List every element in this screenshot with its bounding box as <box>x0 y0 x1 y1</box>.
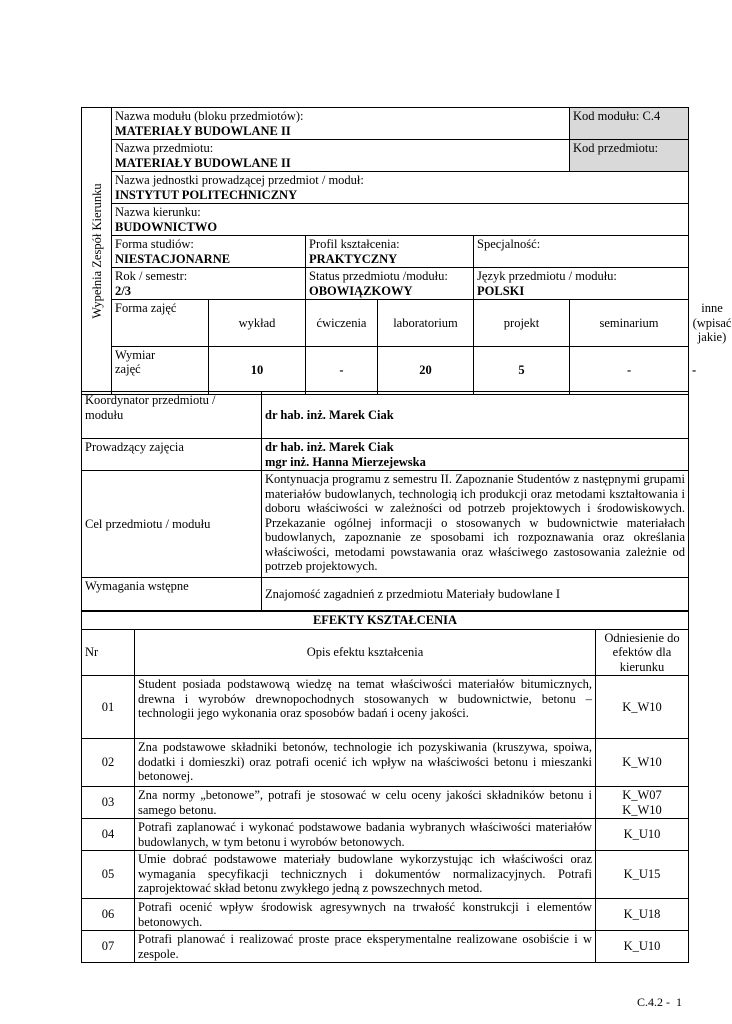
effect-ref: K_U18 <box>596 899 689 931</box>
coordinator-name: dr hab. inż. Marek Ciak <box>262 392 689 439</box>
subject-code-label: Kod przedmiotu: <box>573 141 659 155</box>
table-row <box>82 739 689 787</box>
effect-ref: K_W10 <box>596 676 689 739</box>
hours-seminar: - <box>570 346 689 394</box>
effect-desc: Zna normy „betonowe”, potrafi je stosować w celu oceny jakości składników betonu i samego betonu. <box>135 787 596 819</box>
language-label: Język przedmiotu / modułu: <box>477 269 617 283</box>
effect-desc: Zna podstawowe składniki betonów, technologie ich pozyskiwania (kruszywa, spoiwa, dodatki i domieszki) oraz potrafi ocenić ich wpływ na właściwości betonu i mieszanki betonowej. <box>135 739 596 787</box>
effect-ref-cell <box>596 787 689 819</box>
table-row <box>82 899 689 931</box>
page-number: C.4.2 - 1 <box>637 995 682 1009</box>
effect-nr: 07 <box>82 931 135 963</box>
unit-cell <box>112 172 689 204</box>
goal-text: Kontynuacja programu z semestru II. Zapoznanie Studentów z następnymi grupami materiałów budowlanych, technologią ich produkcji oraz metodami kształtowania i doboru właściwości w zależności od potrzeb projektowych i środowiskowych. Przekazanie ogólnej informacji o stosowanych w budownictwie materiałach budowlanych, zapoznanie ze sposobami ich rozpoznawania oraz określania właściwości, metodami powstawania oraz właściwego zastosowania zależnie od potrzeb projektowych. <box>262 471 689 578</box>
effect-nr: 06 <box>82 899 135 931</box>
unit-name: INSTYTUT POLITECHNICZNY <box>115 187 298 202</box>
teachers-cell <box>262 439 689 471</box>
study-form-label: Forma studiów: <box>115 237 194 251</box>
classes-label: Forma zajęć <box>115 301 177 315</box>
class-type-other-text: inne (wpisać jakie) <box>692 301 732 344</box>
effect-ref: K_U10 <box>596 819 689 851</box>
hours-project: 5 <box>474 346 570 394</box>
side-label: Wypełnia Zespół Kierunku <box>89 183 104 319</box>
status-cell <box>306 268 474 300</box>
language-cell <box>474 268 689 300</box>
field-cell <box>112 204 689 236</box>
field-name: BUDOWNICTWO <box>115 219 218 234</box>
hours-lecture: 10 <box>209 346 306 394</box>
specialty-label: Specjalność: <box>477 237 541 251</box>
effect-ref: K_U10 <box>596 931 689 963</box>
hours-label: Wymiar zajęć <box>115 347 156 376</box>
module-name-label: Nazwa modułu (bloku przedmiotów): <box>115 109 304 123</box>
class-type-exercises: ćwiczenia <box>306 300 378 347</box>
effect-ref: K_W10 <box>596 739 689 787</box>
effect-desc: Umie dobrać podstawowe materiały budowlane wykorzystując ich właściwości oraz wymagania specyfikacji technicznych i dokumentów normalizacyjnych. Potrafi zaprojektować skład betonu zwykłego jedną z powszechnych metod. <box>135 851 596 899</box>
hours-label-cell <box>112 346 209 394</box>
coordinator-label: Koordynator przedmiotu / modułu <box>85 393 216 422</box>
language: POLSKI <box>477 283 525 298</box>
teacher-2: mgr inż. Hanna Mierzejewska <box>265 454 426 469</box>
goal-label: Cel przedmiotu / modułu <box>82 471 262 578</box>
class-type-laboratory: laboratorium <box>378 300 474 347</box>
course-details-table <box>81 391 689 611</box>
subject-name-label: Nazwa przedmiotu: <box>115 141 214 155</box>
module-name: MATERIAŁY BUDOWLANE II <box>115 123 291 138</box>
module-info-table: Wypełnia Zespół Kierunku Nazwa modułu (bloku przedmiotów): MATERIAŁY BUDOWLANE II Kod modułu: C.4 Nazwa przedmiotu: MATERIAŁY BUDOWLANE II Kod przedmiotu: Nazwa jednostki prowadzącej przedmiot / moduł: INSTYTUT POLITECHNICZNY Nazwa kierunku: BUDOWNICTWO Forma studiów: NIESTACJONARNE Profil kształcenia: PRAKTYCZNY Specjalność: Rok / semestr: 2/3 Status przedmiotu /modułu: OBOWIĄZKOWY Język przedmiotu / modułu: POLSKI Forma zajęć wykład ćwiczenia laboratorium projekt seminarium inne (wpisać jakie) Wymiar zajęć 10 - 20 5 - - <box>81 107 689 395</box>
side-label-cell <box>82 108 112 395</box>
subject-name-cell <box>112 140 570 172</box>
subject-code-cell <box>570 140 689 172</box>
effect-desc: Potrafi ocenić wpływ środowisk agresywnych na trwałość konstrukcji i elementów betonowych. <box>135 899 596 931</box>
specialty-cell <box>474 236 689 268</box>
col-desc-header: Opis efektu kształcenia <box>135 629 596 676</box>
hours-exercises: - <box>306 346 378 394</box>
effect-nr: 04 <box>82 819 135 851</box>
col-nr-header: Nr <box>82 629 135 676</box>
module-code-label: Kod modułu: C.4 <box>573 109 661 123</box>
unit-label: Nazwa jednostki prowadzącej przedmiot / moduł: <box>115 173 364 187</box>
effect-ref: K_W07 <box>622 788 662 802</box>
col-ref-header: Odniesienie do efektów dla kierunku <box>596 629 689 676</box>
table-row <box>82 931 689 963</box>
effect-nr: 02 <box>82 739 135 787</box>
table-row <box>82 787 689 819</box>
year-cell <box>112 268 306 300</box>
classes-label-cell <box>112 300 209 347</box>
year-label: Rok / semestr: <box>115 269 188 283</box>
prereq-label: Wymagania wstępne <box>82 578 262 611</box>
study-form: NIESTACJONARNE <box>115 251 231 266</box>
table-row <box>82 819 689 851</box>
learning-outcomes-table <box>81 611 689 963</box>
profile: PRAKTYCZNY <box>309 251 398 266</box>
profile-cell <box>306 236 474 268</box>
hours-laboratory: 20 <box>378 346 474 394</box>
effect-ref: K_U15 <box>596 851 689 899</box>
prereq-text: Znajomość zagadnień z przedmiotu Materiały budowlane I <box>262 578 689 611</box>
subject-name: MATERIAŁY BUDOWLANE II <box>115 155 291 170</box>
effect-desc: Student posiada podstawową wiedzę na temat właściwości materiałów bitumicznych, drewna i wyrobów drewnopochodnych stosowanych w budownictwie, betonu – technologii jego wykonania oraz sposobów badań i oceny jakości. <box>135 676 596 739</box>
effect-desc: Potrafi zaplanować i wykonać podstawowe badania wybranych właściwości materiałów budowlanych, w tym betonu i wyrobów betonowych. <box>135 819 596 851</box>
class-type-project: projekt <box>474 300 570 347</box>
teacher-1: dr hab. inż. Marek Ciak <box>265 440 394 454</box>
effect-nr: 01 <box>82 676 135 739</box>
module-code-cell <box>570 108 689 140</box>
module-name-cell <box>112 108 570 140</box>
status-label: Status przedmiotu /modułu: <box>309 269 448 283</box>
profile-label: Profil kształcenia: <box>309 237 400 251</box>
coordinator-label-cell <box>82 392 262 439</box>
effect-nr: 03 <box>82 787 135 819</box>
effect-nr: 05 <box>82 851 135 899</box>
table-row <box>82 851 689 899</box>
effects-title: EFEKTY KSZTAŁCENIA <box>82 612 689 630</box>
year: 2/3 <box>115 283 131 298</box>
field-label: Nazwa kierunku: <box>115 205 201 219</box>
teachers-label: Prowadzący zajęcia <box>82 439 262 471</box>
status: OBOWIĄZKOWY <box>309 283 413 298</box>
effect-ref: K_W10 <box>622 802 662 817</box>
effect-desc: Potrafi planować i realizować proste prace eksperymentalne realizowane osobiście i w zespole. <box>135 931 596 963</box>
class-type-lecture: wykład <box>209 300 306 347</box>
class-type-seminar: seminarium <box>570 300 689 347</box>
table-row <box>82 676 689 739</box>
study-form-cell <box>112 236 306 268</box>
